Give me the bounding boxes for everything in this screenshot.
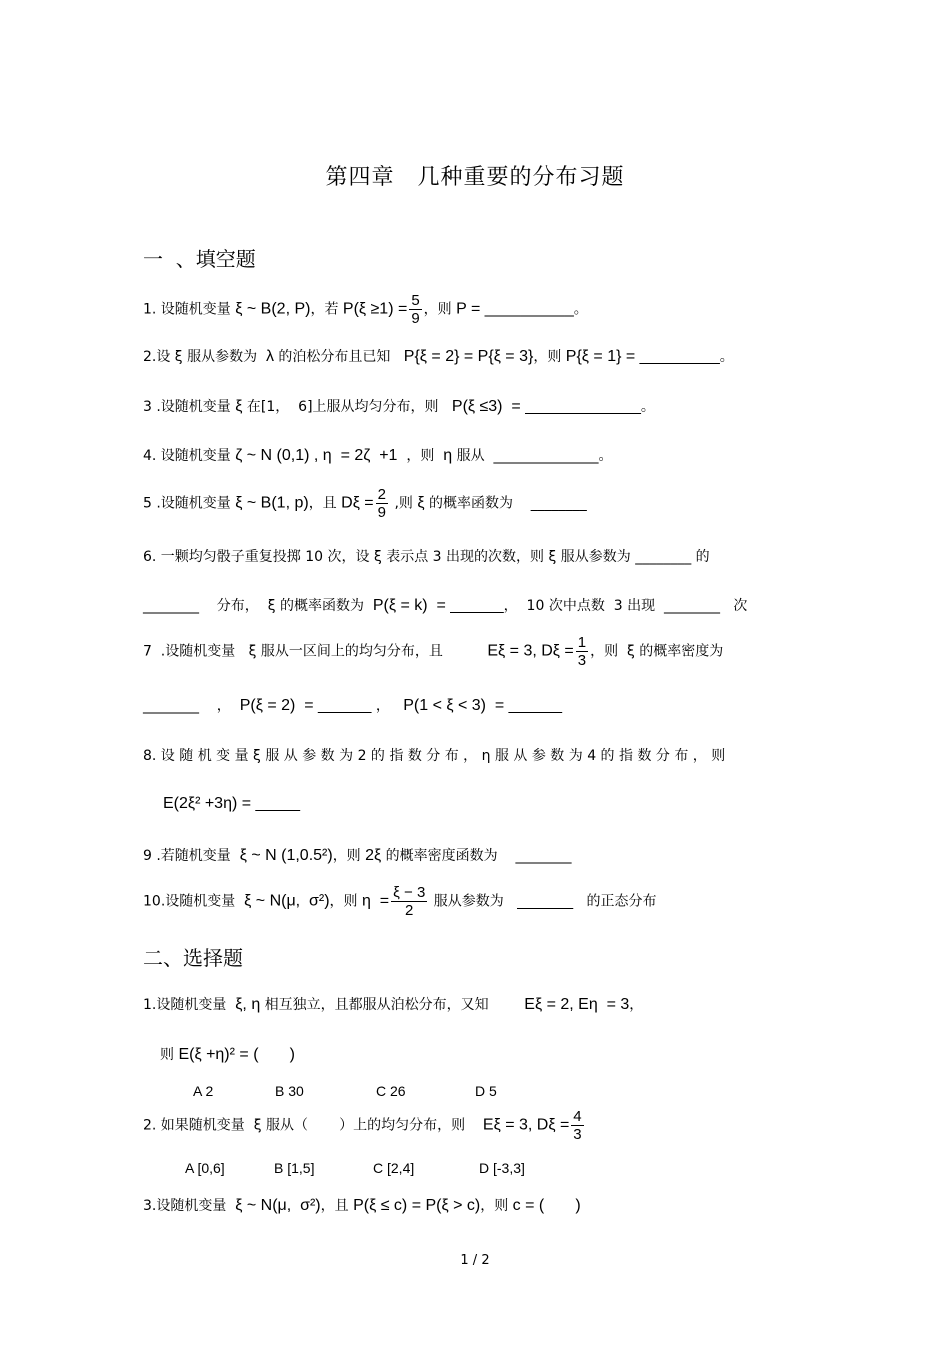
c2-expr-b: Eξ = 3, Dξ =	[482, 1116, 570, 1134]
q6-text-c: ， 10 次中点数 3 出现 ________ 次	[503, 598, 748, 614]
q7-expr-c: P(ξ = 2) = ______	[239, 697, 372, 714]
q4-text-c: ，则	[397, 448, 444, 464]
question-9	[143, 845, 571, 865]
page-title: 第四章 几种重要的分布习题	[325, 165, 625, 190]
q1-text-a: 1. 设随机变量	[143, 301, 236, 318]
c2-fraction	[571, 1108, 583, 1143]
q10-expr-d: η =	[362, 892, 390, 910]
choice-3	[143, 1195, 581, 1215]
q5-text-e: ,则	[390, 495, 418, 512]
q4-expr-b: ζ ~ N (0,1) , η = 2ζ +1	[235, 447, 398, 464]
q7-expr-b: Eξ = 3, Dξ =	[487, 642, 574, 660]
q6-text-a: ________ 分布， ξ 的概率函数为	[143, 598, 373, 614]
choice-1-line-2	[160, 1044, 295, 1064]
choice-2-option-d: D [-3,3]	[479, 1160, 525, 1176]
c3-text-c: ，且	[320, 1198, 354, 1214]
question-8-line-2: E(2ξ² +3η) = _____	[163, 795, 301, 812]
q1-numerator: 5	[411, 292, 420, 309]
choice-1-line-1	[143, 994, 643, 1014]
q1-expr-b: ξ ~ B(2, P)	[235, 300, 311, 318]
q9-expr-d: 2ξ	[365, 847, 382, 864]
choice-2-option-a: A [0,6]	[185, 1160, 225, 1176]
q5-numerator: 2	[377, 486, 386, 503]
choice-2-option-b: B [1,5]	[274, 1160, 315, 1176]
q1-expr-d: P(ξ ≥1) =	[342, 300, 408, 318]
c3-expr-b: ξ ~ N(μ, σ²)	[235, 1197, 321, 1214]
q7-text-a: 7 .设随机变量 ξ 服从一区间上的均匀分布，且	[143, 643, 488, 660]
question-6-line-1: 6. 一颗均匀骰子重复投掷 10 次，设 ξ 表示点 3 出现的次数，则 ξ 服从参数为 ________ 的	[143, 549, 710, 565]
q7-denominator: 3	[577, 652, 587, 669]
c1-text-f: 则	[160, 1047, 179, 1063]
choice-2-option-c: C [2,4]	[373, 1160, 415, 1176]
c3-text-e: ，则	[480, 1198, 513, 1214]
c2-denominator: 3	[573, 1126, 582, 1143]
q10-text-a: 10.设随机变量	[143, 893, 245, 910]
c1-expr-g: E(ξ +η)² = ( )	[178, 1046, 295, 1063]
c1-expr-d: Eξ = 2, Eη = 3	[524, 996, 630, 1013]
c2-numerator: 4	[573, 1108, 582, 1125]
q5-blank: 的概率函数为 ________	[424, 495, 587, 512]
page-number: 1 / 2	[460, 1253, 490, 1268]
q5-denominator: 9	[377, 504, 386, 521]
c3-expr-f: c = ( )	[512, 1197, 581, 1214]
q5-expr-b: ξ ~ B(1, p)	[235, 494, 309, 512]
q1-fraction	[409, 292, 421, 327]
q1-text-e: ，则	[423, 301, 457, 318]
q7-numerator: 1	[577, 634, 587, 651]
q2-end: 。	[719, 349, 734, 365]
q3-text-c: 在[1， 6]上服从均匀分布，则	[242, 399, 452, 415]
question-7-line-2	[143, 695, 562, 715]
q7-expr-d: P(1 < ξ < 3) = ______	[403, 697, 563, 714]
q2-lambda: λ	[265, 348, 274, 365]
q4-text-a: 4. 设随机变量	[143, 448, 236, 464]
q4-end: 。	[598, 448, 613, 464]
q10-numerator: ξ − 3	[393, 884, 426, 901]
q4-eta: η	[443, 447, 453, 464]
q5-expr-d: Dξ =	[341, 494, 374, 512]
question-5	[143, 486, 587, 521]
q5-fraction	[376, 486, 388, 521]
q7-blank-a: ________ ，	[143, 698, 240, 714]
section-multiple-choice: 二、选择题	[143, 946, 243, 970]
question-2	[143, 346, 734, 366]
q10-expr-b: ξ ~ N(μ, σ²)	[244, 892, 330, 910]
q7-fraction	[576, 634, 588, 669]
choice-1-option-d: D 5	[475, 1083, 497, 1099]
q5-text-c: ，且	[308, 495, 342, 512]
c2-text-a: 2. 如果随机变量 ξ 服从（ ）上的均匀分布，则	[143, 1117, 483, 1134]
q7-text-c: ，则 ξ 的概率密度为	[590, 643, 724, 660]
q10-text-c: ，则	[329, 893, 362, 910]
q2-expr-c: P{ξ = 2} = P{ξ = 3}	[403, 348, 534, 365]
question-4	[143, 445, 613, 465]
q1-blank: P = __________	[456, 300, 574, 318]
choice-1-option-a: A 2	[193, 1083, 214, 1099]
q3-blank: P(ξ ≤3) = _____________	[451, 398, 641, 415]
question-8-line-1: 8. 设 随 机 变 量 ξ 服 从 参 数 为 2 的 指 数 分 布 ， η 服 从 参 数 为 4 的 指 数 分 布 ， 则	[143, 748, 726, 764]
q9-expr-b: ξ ~ N (1,0.5²)	[239, 847, 333, 864]
q6-expr-b: P(ξ = k) = ______	[372, 597, 504, 614]
q1-end: 。	[573, 301, 588, 318]
q10-fraction	[391, 884, 427, 919]
q3-text-a: 3 .设随机变量	[143, 399, 236, 415]
q2-text-b: 的泊松分布且已知	[273, 349, 404, 365]
section-fill-in-blank: 一 、填空题	[143, 247, 256, 271]
question-6-line-2	[143, 595, 747, 615]
c1-text-c: 相互独立，且都服从泊松分布，又知	[260, 997, 525, 1013]
q3-end: 。	[640, 399, 655, 415]
c3-expr-d: P(ξ ≤ c) = P(ξ > c)	[353, 1197, 481, 1214]
choice-2	[143, 1108, 586, 1143]
q9-text-c: ，则	[332, 848, 366, 864]
q4-blank: 服从 _______________	[452, 448, 599, 464]
q5-text-a: 5 .设随机变量	[143, 495, 236, 512]
choice-1-option-b: B 30	[275, 1083, 304, 1099]
q7-sep: ，	[371, 698, 404, 714]
question-3	[143, 396, 655, 416]
c1-text-a: 1.设随机变量	[143, 997, 236, 1013]
q3-xi: ξ	[235, 398, 243, 415]
c1-expr-b: ξ, η	[235, 996, 261, 1013]
c1-text-e: ，	[629, 997, 644, 1013]
question-7-line-1	[143, 634, 723, 669]
q2-text-d: ，则	[533, 349, 566, 365]
question-10	[143, 884, 656, 919]
q2-blank: P{ξ = 1} = _________	[565, 348, 720, 365]
c3-text-a: 3.设随机变量	[143, 1198, 236, 1214]
q10-text-e: 服从参数为 ________ 的正态分布	[429, 893, 657, 910]
question-1	[143, 292, 588, 327]
choice-1-option-c: C 26	[376, 1083, 406, 1099]
q10-denominator: 2	[405, 902, 414, 919]
q2-text-a: 2.设 ξ 服从参数为	[143, 349, 266, 365]
q9-blank: 的概率密度函数为 ________	[381, 848, 572, 864]
q9-text-a: 9 .若随机变量	[143, 848, 240, 864]
q1-denominator: 9	[411, 310, 420, 327]
q5-xi: ξ	[417, 494, 425, 512]
q1-text-c: ，若	[310, 301, 343, 318]
